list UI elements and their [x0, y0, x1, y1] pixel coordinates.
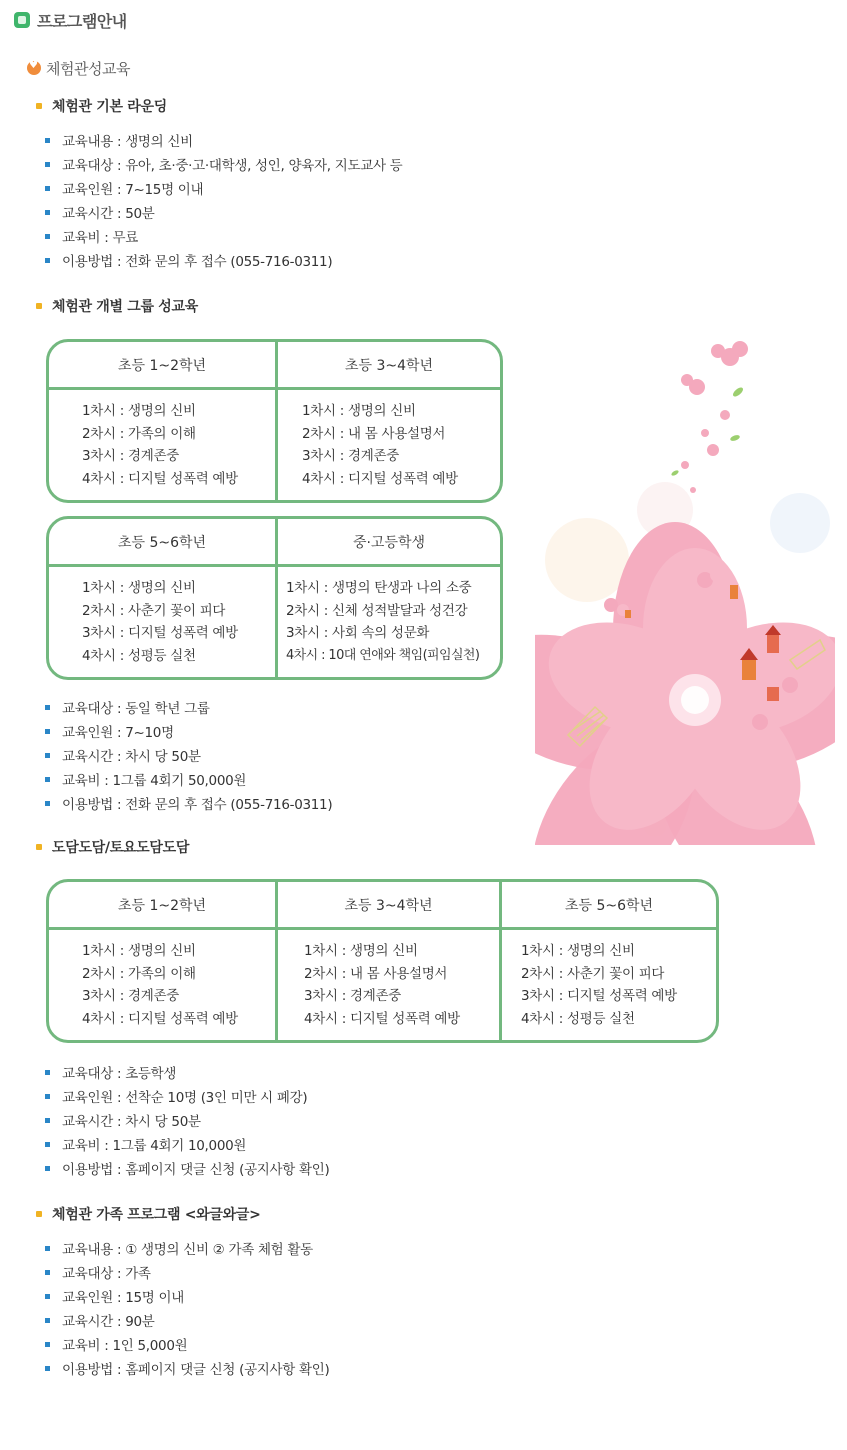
cherry-blossom-illustration: [535, 335, 835, 845]
table-header-row: [49, 342, 500, 390]
session-line: 1차시 : 생명의 신비: [82, 580, 196, 597]
session-line: 4차시 : 성평등 실천: [521, 1010, 635, 1027]
detail-text: 교육대상 : 가족: [62, 1266, 151, 1282]
sub-title: 체험관성교육: [46, 59, 130, 78]
detail-text: 이용방법 : 홈페이지 댓글 신청 (공지사항 확인): [62, 1162, 330, 1178]
detail-text: 교육비 : 1그룹 4회기 10,000원: [62, 1138, 247, 1154]
section-heading: [36, 296, 198, 316]
detail-text: 교육비 : 무료: [62, 230, 138, 246]
detail-text: 교육대상 : 초등학생: [62, 1066, 177, 1082]
bullet-square: [45, 138, 50, 143]
detail-text: 교육시간 : 차시 당 50분: [62, 749, 201, 765]
list-item: [45, 1284, 329, 1308]
list-item: [45, 1356, 329, 1380]
session-line: 4차시 : 디지털 성폭력 예방: [304, 1010, 460, 1027]
curriculum-table: [46, 339, 503, 503]
session-line: 2차시 : 사춘기 꽃이 피다: [82, 602, 226, 619]
table-body-row: [49, 930, 716, 1040]
table-cell: [49, 930, 278, 1040]
curriculum-table: [46, 879, 719, 1043]
session-line: 3차시 : 사회 속의 성문화: [286, 625, 430, 642]
table-header-cell: 초등 3~4학년: [278, 882, 502, 927]
list-item: [45, 1084, 329, 1108]
table-cell: [278, 930, 502, 1040]
table-body-row: [49, 567, 500, 677]
table-cell: [502, 930, 716, 1040]
session-line: 1차시 : 생명의 탄생과 나의 소중: [286, 580, 472, 597]
section-heading: [36, 837, 189, 857]
bullet-square: [45, 1270, 50, 1275]
bullet-square: [45, 234, 50, 239]
table-header-cell: 중·고등학생: [352, 534, 426, 551]
detail-text: 교육인원 : 7~10명: [62, 725, 174, 741]
bullet-square: [45, 1366, 50, 1371]
bullet-square: [45, 753, 50, 758]
detail-text: 교육인원 : 7~15명 이내: [62, 182, 204, 198]
session-line: 3차시 : 경계존중: [82, 988, 179, 1005]
section-title: 체험관 기본 라운딩: [52, 99, 167, 115]
table-body-row: [49, 390, 500, 500]
bullet-square: [45, 801, 50, 806]
list-item: [45, 1260, 329, 1284]
detail-list: [45, 695, 332, 815]
table-header-cell: 초등 5~6학년: [564, 897, 654, 914]
heart-icon: [27, 61, 41, 75]
bullet-square: [45, 210, 50, 215]
section-title: 체험관 개별 그룹 성교육: [52, 299, 198, 315]
table-header-row: [49, 519, 500, 567]
section-title: 도담도담/토요도담도담: [52, 840, 190, 856]
detail-text: 이용방법 : 홈페이지 댓글 신청 (공지사항 확인): [62, 1362, 330, 1378]
session-line: 1차시 : 생명의 신비: [304, 943, 418, 960]
detail-text: 이용방법 : 전화 문의 후 접수 (055-716-0311): [62, 797, 333, 813]
bullet-square: [45, 1342, 50, 1347]
session-line: 2차시 : 내 몸 사용설명서: [304, 965, 448, 982]
program-icon: [14, 12, 30, 28]
bullet-square: [45, 1166, 50, 1171]
table-header-cell: 초등 5~6학년: [49, 519, 278, 564]
bullet-square: [45, 1118, 50, 1123]
detail-list: [45, 1060, 329, 1180]
list-item: [45, 719, 332, 743]
sub-header: [27, 57, 130, 79]
session-line: 4차시 : 디지털 성폭력 예방: [302, 470, 458, 487]
section-bullet: [36, 1211, 42, 1217]
bullet-square: [45, 1142, 50, 1147]
session-line: 2차시 : 가족의 이해: [82, 965, 196, 982]
section-bullet: [36, 103, 42, 109]
curriculum-table: [46, 516, 503, 680]
list-item: [45, 1156, 329, 1180]
table-header-row: [49, 882, 716, 930]
detail-text: 교육시간 : 차시 당 50분: [62, 1114, 201, 1130]
list-item: [45, 1060, 329, 1084]
session-line: 1차시 : 생명의 신비: [521, 943, 635, 960]
bullet-square: [45, 1318, 50, 1323]
table-cell: [278, 567, 500, 677]
bullet-square: [45, 729, 50, 734]
session-line: 3차시 : 디지털 성폭력 예방: [521, 988, 677, 1005]
detail-text: 교육시간 : 90분: [62, 1314, 155, 1330]
detail-text: 교육내용 : ① 생명의 신비 ② 가족 체험 활동: [62, 1242, 313, 1258]
list-item: [45, 1332, 329, 1356]
detail-text: 교육비 : 1인 5,000원: [62, 1338, 188, 1354]
list-item: [45, 128, 402, 152]
list-item: [45, 1132, 329, 1156]
detail-text: 교육인원 : 선착순 10명 (3인 미만 시 폐강): [62, 1090, 308, 1106]
session-line: 2차시 : 사춘기 꽃이 피다: [521, 965, 665, 982]
section-bullet: [36, 844, 42, 850]
table-cell: [278, 390, 500, 500]
detail-text: 교육대상 : 유아, 초·중·고·대학생, 성인, 양육자, 지도교사 등: [62, 158, 403, 174]
bullet-square: [45, 777, 50, 782]
table-header-cell: 초등 1~2학년: [49, 342, 278, 387]
table-header-cell: 초등 1~2학년: [49, 882, 278, 927]
list-item: [45, 1236, 329, 1260]
session-line: 3차시 : 경계존중: [304, 988, 401, 1005]
list-item: [45, 767, 332, 791]
bullet-square: [45, 258, 50, 263]
session-line: 3차시 : 디지털 성폭력 예방: [82, 625, 238, 642]
list-item: [45, 791, 332, 815]
page-title: 프로그램안내: [37, 11, 127, 31]
bullet-square: [45, 162, 50, 167]
section-heading: [36, 1204, 261, 1224]
table-cell: [49, 390, 278, 500]
bullet-square: [45, 1094, 50, 1099]
table-cell: [49, 567, 278, 677]
list-item: [45, 200, 402, 224]
session-line: 2차시 : 신체 성적발달과 성건강: [286, 602, 468, 619]
list-item: [45, 248, 402, 272]
bullet-square: [45, 186, 50, 191]
section-bullet: [36, 303, 42, 309]
list-item: [45, 152, 402, 176]
bullet-square: [45, 705, 50, 710]
session-line: 3차시 : 경계존중: [302, 448, 399, 465]
session-line: 2차시 : 내 몸 사용설명서: [302, 425, 446, 442]
list-item: [45, 1108, 329, 1132]
list-item: [45, 1308, 329, 1332]
session-line: 1차시 : 생명의 신비: [82, 403, 196, 420]
session-line: 4차시 : 10대 연애와 책임(피임실천): [286, 648, 480, 664]
list-item: [45, 743, 332, 767]
session-line: 1차시 : 생명의 신비: [302, 403, 416, 420]
bullet-square: [45, 1294, 50, 1299]
list-item: [45, 695, 332, 719]
section-heading: [36, 96, 167, 116]
page-header: [14, 8, 127, 32]
list-item: [45, 176, 402, 200]
bullet-square: [45, 1246, 50, 1251]
session-line: 4차시 : 디지털 성폭력 예방: [82, 470, 238, 487]
session-line: 4차시 : 디지털 성폭력 예방: [82, 1010, 238, 1027]
bullet-square: [45, 1070, 50, 1075]
section-title: 체험관 가족 프로그램 <와글와글>: [52, 1207, 261, 1223]
detail-text: 교육시간 : 50분: [62, 206, 155, 222]
detail-text: 이용방법 : 전화 문의 후 접수 (055-716-0311): [62, 254, 333, 270]
session-line: 3차시 : 경계존중: [82, 448, 179, 465]
detail-text: 교육비 : 1그룹 4회기 50,000원: [62, 773, 247, 789]
detail-text: 교육대상 : 동일 학년 그룹: [62, 701, 210, 717]
table-header-cell: 초등 3~4학년: [344, 357, 434, 374]
list-item: [45, 224, 402, 248]
session-line: 2차시 : 가족의 이해: [82, 425, 196, 442]
detail-list: [45, 128, 402, 272]
detail-list: [45, 1236, 329, 1380]
detail-text: 교육내용 : 생명의 신비: [62, 134, 193, 150]
detail-text: 교육인원 : 15명 이내: [62, 1290, 184, 1306]
session-line: 1차시 : 생명의 신비: [82, 943, 196, 960]
session-line: 4차시 : 성평등 실천: [82, 647, 196, 664]
